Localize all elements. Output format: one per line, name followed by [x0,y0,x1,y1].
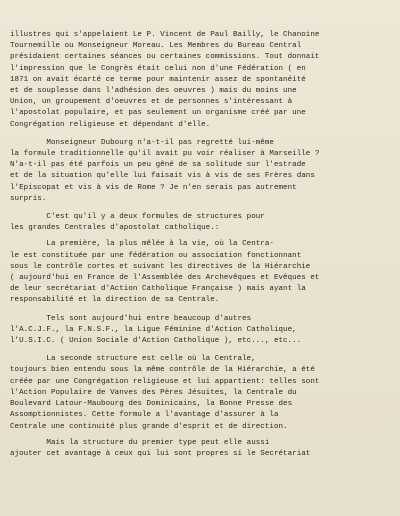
paragraph-3: C'est qu'il y a deux formules de structures pour les grandes Centrales d'apostolat catholique.: [10,213,265,233]
paragraph-6: La seconde structure est celle où la Centrale, toujours bien entendu sous la même contrôle de la Hiérarchie, a été créée par une Congrégation religieuse et lui appartient: telles sont l'Action Populaire de Vanves des Pères Jésuites, la Centrale du Boulevard Latour-Maubourg des Dominicains, la Bonne Presse des Assomptionnistes. Cette formule a l'avantage d'assurer à la Centrale une continuité plus grande d'esprit et de direction. [10,355,320,431]
paragraph-2: Monseigneur Dubourg n'a-t-il pas regretté lui-même la formule traditionnelle qu'il avait pu voir réaliser à Marseille ? N'a-t-il pas été parfois un peu gêné de sa solitude sur l'estrade et de la situation qu'elle lui faisait vis à vis de ses Frères dans l'Episcopat et vis à vis de Rome ? Je n'en serais pas autrement surpris. [10,138,320,203]
paragraph-5: Tels sont aujourd'hui entre beaucoup d'autres l'A.C.J.F., la F.N.S.F., la Ligue Féminine d'Action Catholique, l'U.S.I.C. ( Union Sociale d'Action Catholique ), etc..., etc... [10,314,302,346]
page-body [10,30,394,460]
paragraph-4: La première, la plus mêlée à la vie, où la Centra- le est constituée par une fédération ou association fonctionnant sous le contrôle cortes et suivant les directives de la Hiérarchie ( aujourd'hui en France de l'Assemblée des Archevêques et Evêques et de leur secrétariat d'Action Catholique Française ) mais ayant la responsabilité et la direction de sa Centrale. [10,240,320,305]
paragraph-7: Mais la structure du premier type peut elle aussi ajouter cet avantage à ceux qui lui sont propres si le Secrétariat [10,438,311,458]
paragraph-1: illustres qui s'appelaient Le P. Vincent de Paul Bailly, le Chanoine Tournemille ou Monseigneur Moreau. Les Membres du Bureau Central présidaient certaines séances ou certaines commissions. Tout donnait l'impression que le Congrès était celui non d'une Fédération ( en 1871 on avait écarté ce terme pour maintenir assez de spontanéité et de souplesse dans l'adhésion des oeuvres ) mais du moins une Union, un groupement d'oeuvres et de personnes s'intéressant à l'apostolat populaire, et pas seulement un organisme créé par une Congrégation religieuse et dépendant d'elle. [10,31,320,129]
